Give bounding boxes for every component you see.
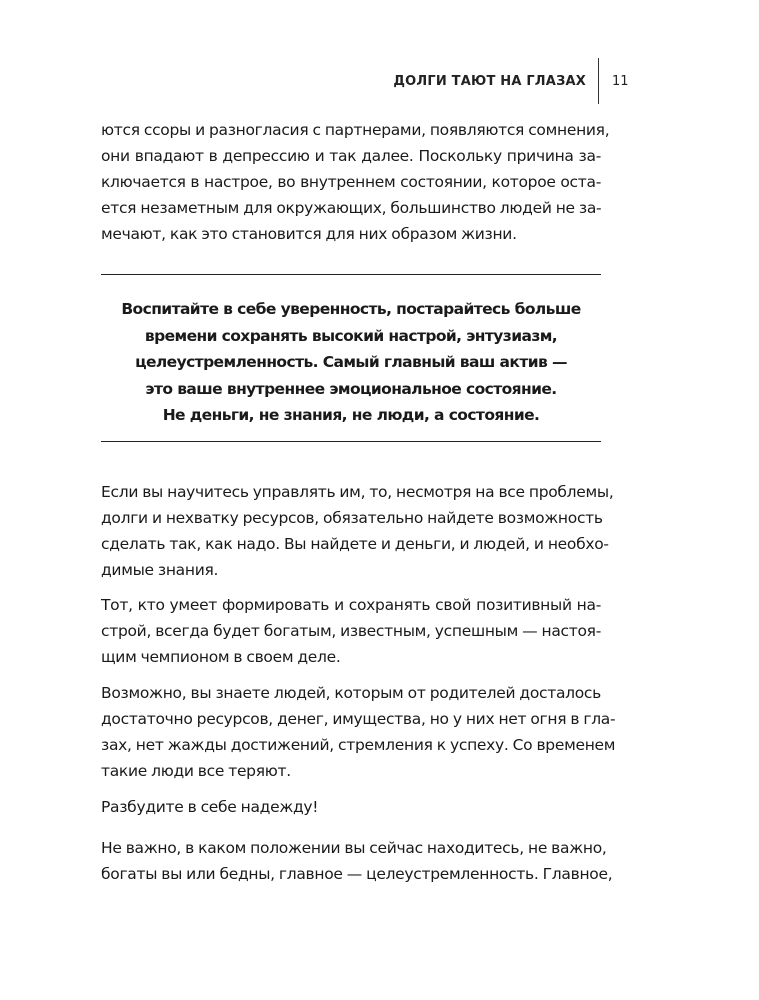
text-line: ключается в настрое, во внутреннем состоянии, которое оста- [101, 173, 601, 191]
text-line: Если вы научитесь управлять им, то, несмотря на все проблемы, [101, 483, 614, 501]
header-divider [598, 58, 599, 104]
text-line: щим чемпионом в своем деле. [101, 648, 341, 666]
text-line: ется незаметным для окружающих, большинство людей не за- [101, 199, 602, 217]
text-line: Разбудите в себе надежду! [101, 798, 319, 816]
callout-quote [101, 296, 601, 429]
callout-bottom-rule [101, 441, 601, 442]
text-line: такие люди все теряют. [101, 762, 291, 780]
running-title: ДОЛГИ ТАЮТ НА ГЛАЗАХ [393, 74, 586, 89]
callout-line: Воспитайте в себе уверенность, постарайтесь больше [121, 300, 581, 318]
text-line: они впадают в депрессию и так далее. Поскольку причина за- [101, 147, 601, 165]
text-line: Тот, кто умеет формировать и сохранять свой позитивный на- [101, 596, 601, 614]
callout-line: целеустремленность. Самый главный ваш актив — [135, 353, 567, 371]
text-line: Возможно, вы знаете людей, которым от родителей досталось [101, 684, 601, 702]
text-line: Не важно, в каком положении вы сейчас находитесь, не важно, [101, 839, 607, 857]
text-line: богаты вы или бедны, главное — целеустремленность. Главное, [101, 865, 613, 883]
paragraph-4 [101, 794, 601, 820]
text-line: достаточно ресурсов, денег, имущества, но у них нет огня в гла- [101, 710, 616, 728]
text-line: димые знания. [101, 561, 219, 579]
callout-line: Не деньги, не знания, не люди, а состояние. [162, 406, 540, 424]
text-line: строй, всегда будет богатым, известным, успешным — настоя- [101, 622, 601, 640]
callout-line: это ваше внутреннее эмоциональное состояние. [145, 379, 557, 398]
paragraph-3 [101, 680, 616, 784]
paragraph-2 [101, 592, 601, 670]
page-number: 11 [612, 74, 629, 89]
text-line: сделать так, как надо. Вы найдете и деньги, и людей, и необхо- [101, 535, 609, 553]
callout-line: времени сохранять высокий настрой, энтузиазм, [144, 326, 558, 345]
text-line: ются ссоры и разногласия с партнерами, появляются сомнения, [101, 121, 610, 139]
paragraph-intro [101, 117, 610, 247]
text-line: мечают, как это становится для них образом жизни. [101, 225, 517, 243]
text-line: долги и нехватку ресурсов, обязательно найдете возможность [101, 509, 603, 527]
paragraph-1 [101, 479, 614, 583]
callout-top-rule [101, 274, 601, 275]
paragraph-5 [101, 835, 613, 887]
text-line: зах, нет жажды достижений, стремления к успеху. Со временем [101, 736, 616, 754]
